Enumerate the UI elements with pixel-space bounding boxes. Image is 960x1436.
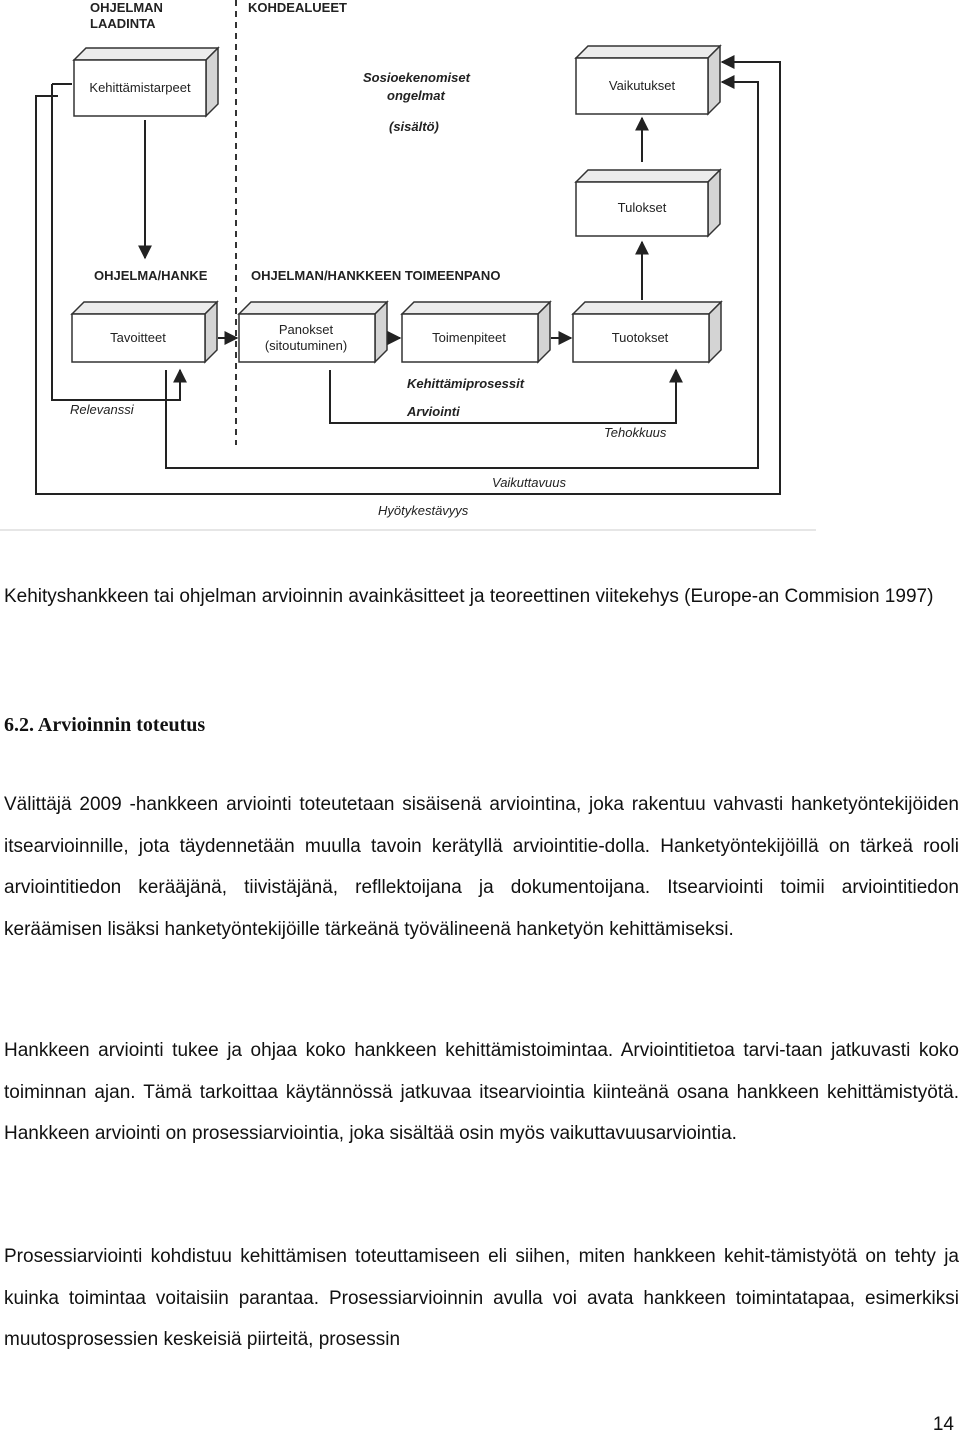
svg-text:Hyötykestävyys: Hyötykestävyys xyxy=(378,503,469,518)
section-implementation: OHJELMAN/HANKKEEN TOIMEENPANO xyxy=(251,268,501,283)
loop-relevance xyxy=(52,84,180,417)
box-results xyxy=(576,170,720,236)
socio-label-1: Sosioekenomiset xyxy=(363,70,470,85)
svg-text:Relevanssi: Relevanssi xyxy=(70,402,134,417)
label-dev-process: Kehittämiprosessit xyxy=(407,376,525,391)
section-heading: 6.2. Arvioinnin toteutus xyxy=(4,714,206,736)
page-number: 14 xyxy=(932,1414,954,1435)
svg-text:Kehittämistarpeet: Kehittämistarpeet xyxy=(89,80,191,95)
box-impacts xyxy=(576,46,720,114)
label-evaluation: Arviointi xyxy=(407,404,460,419)
header-right: KOHDEALUEET xyxy=(248,0,347,15)
box-outputs xyxy=(573,302,721,362)
section-program: OHJELMA/HANKE xyxy=(94,268,208,283)
paragraph-1: Välittäjä 2009 -hankkeen arviointi toteutetaan sisäisenä arviointina, joka rakentuu vahvasti hanketyöntekijöiden itsearvioinnille, jota täydennetään muulla tavoin kerätyllä arviointitie-dolla. Hanketyöntekijöillä on tärkeä rooli arviointitiedon kerääjänä, tiivistäjänä, refllektoijana ja dokumentoijana. Itsearviointi toimii arviointitiedon keräämisen lisäksi hanketyöntekijöille tärkeänä työvälineenä hanketyön kehittämiseksi. xyxy=(4,794,959,940)
svg-text:Vaikutukset: Vaikutukset xyxy=(608,78,676,93)
figure-caption: Kehityshankkeen tai ohjelman arvioinnin avainkäsitteet ja teoreettinen viitekehys (Europe-an Commision 1997) xyxy=(4,586,934,607)
svg-text:Tehokkuus: Tehokkuus xyxy=(604,425,667,440)
svg-text:Tulokset: Tulokset xyxy=(617,200,667,215)
box-actions xyxy=(402,302,550,362)
svg-text:Toimenpiteet: Toimenpiteet xyxy=(432,330,506,345)
box-inputs xyxy=(239,302,387,362)
loop-effectiveness xyxy=(166,82,758,490)
socio-label-3: (sisältö) xyxy=(389,119,439,134)
header-left: OHJELMAN xyxy=(90,0,163,15)
svg-text:Vaikuttavuus: Vaikuttavuus xyxy=(492,475,566,490)
svg-text:Tuotokset: Tuotokset xyxy=(611,330,669,345)
header-left-2: LAADINTA xyxy=(90,16,156,31)
box-needs xyxy=(74,48,218,116)
evaluation-framework-diagram xyxy=(0,0,960,540)
socio-label-2: ongelmat xyxy=(387,88,445,103)
paragraph-2: Hankkeen arviointi tukee ja ohjaa koko hankkeen kehittämistoimintaa. Arviointitietoa tarvi-taan jatkuvasti koko toiminnan ajan. Tämä tarkoittaa käytännössä jatkuvaa itsearviointia kiinteänä osana hankkeen kehittämistyötä. Hankkeen arviointi on prosessiarviointia, joka sisältää osin myös vaikuttavuusarviointia. xyxy=(4,1040,959,1144)
svg-text:(sitoutuminen): (sitoutuminen) xyxy=(264,338,348,353)
svg-text:Panokset: Panokset xyxy=(278,322,334,337)
box-goals xyxy=(72,302,217,362)
svg-text:Tavoitteet: Tavoitteet xyxy=(110,330,166,345)
paragraph-3: Prosessiarviointi kohdistuu kehittämisen toteuttamiseen eli siihen, miten hankkeen kehit-tämistyötä on tehty ja kuinka toimintaa voitaisiin parantaa. Prosessiarvioinnin avulla voi avata hankkeen toimintatapaa, esimerkiksi muutosprosessien keskeisiä piirteitä, prosessin xyxy=(4,1246,959,1350)
